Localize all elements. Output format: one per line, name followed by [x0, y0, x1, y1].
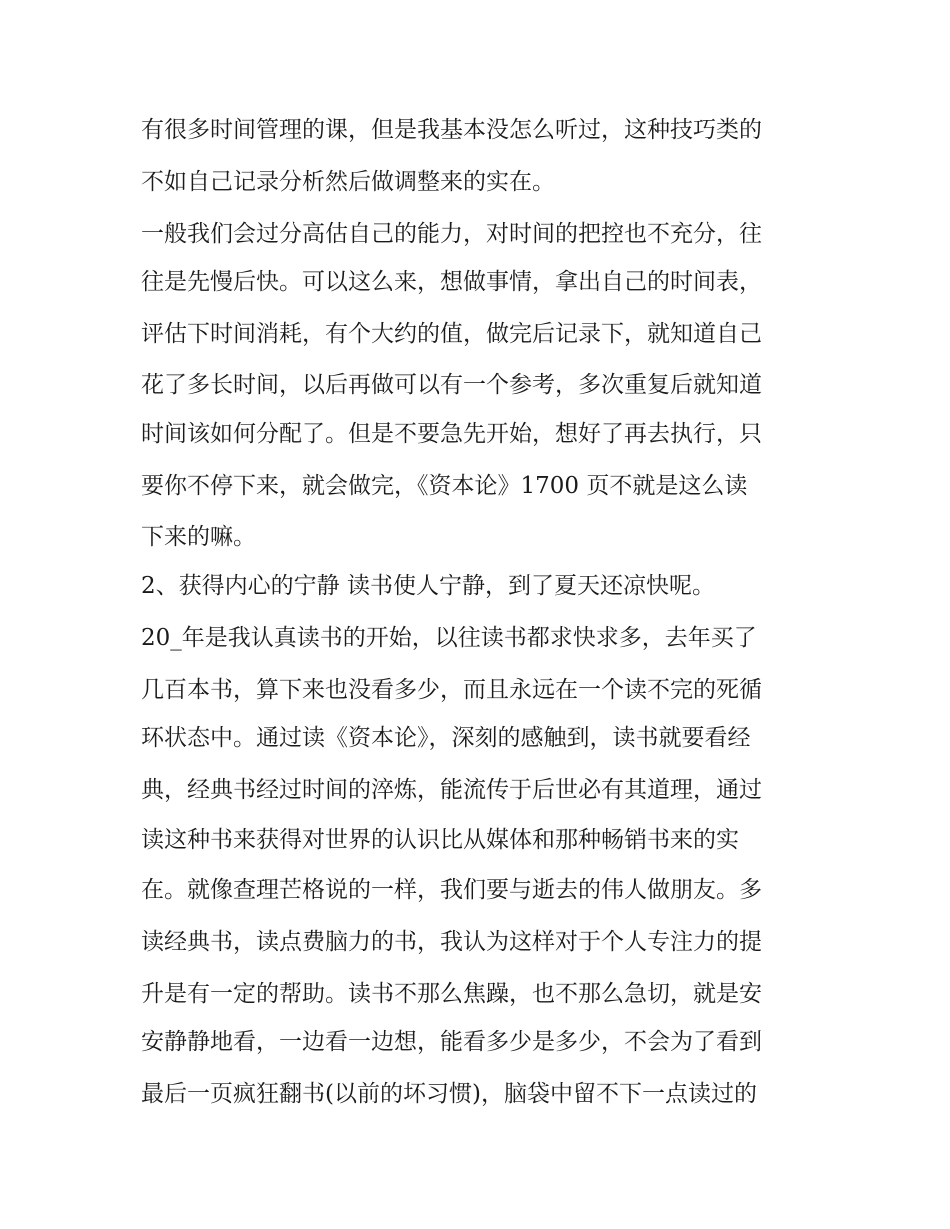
text-line: 读经典书，读点费脑力的书，我认为这样对于个人专注力的提: [141, 929, 762, 955]
text-line: 要你不停下来，就会做完，《资本论》1700 页不就是这么读: [141, 473, 748, 499]
text-line: 升是有一定的帮助。读书不那么焦躁，也不那么急切，就是安: [141, 981, 762, 1007]
text-line: 2、获得内心的宁静 读书使人宁静，到了夏天还凉快呢。: [141, 573, 715, 599]
text-line: 在。就像查理芒格说的一样，我们要与逝去的伟人做朋友。多: [141, 877, 762, 903]
text-line: 往是先慢后快。可以这么来，想做事情，拿出自己的时间表，: [141, 269, 762, 295]
text-line: 典，经典书经过时间的淬炼，能流传于后世必有其道理，通过: [141, 777, 762, 803]
text-line: 最后一页疯狂翻书(以前的坏习惯)，脑袋中留不下一点读过的: [141, 1081, 757, 1107]
text-line: 花了多长时间，以后再做可以有一个参考，多次重复后就知道: [141, 372, 762, 398]
text-line: 评估下时间消耗，有个大约的值，做完后记录下，就知道自己: [141, 321, 762, 347]
text-line: 有很多时间管理的课，但是我基本没怎么听过，这种技巧类的: [141, 117, 762, 143]
text-line: 读这种书来获得对世界的认识比从媒体和那种畅销书来的实: [141, 827, 739, 853]
text-line: 几百本书，算下来也没看多少，而且永远在一个读不完的死循: [141, 677, 762, 703]
text-line: 环状态中。通过读《资本论》，深刻的感触到，读书就要看经: [141, 725, 751, 751]
text-line: 时间该如何分配了。但是不要急先开始，想好了再去执行，只: [141, 421, 762, 447]
text-line: 20_年是我认真读书的开始，以往读书都求快求多，去年买了: [141, 625, 757, 651]
text-line: 安静静地看，一边看一边想，能看多少是多少，不会为了看到: [141, 1029, 762, 1055]
text-line: 不如自己记录分析然后做调整来的实在。: [141, 169, 555, 195]
text-line: 下来的嘛。: [141, 524, 256, 550]
text-line: 一般我们会过分高估自己的能力，对时间的把控也不充分，往: [141, 221, 762, 247]
